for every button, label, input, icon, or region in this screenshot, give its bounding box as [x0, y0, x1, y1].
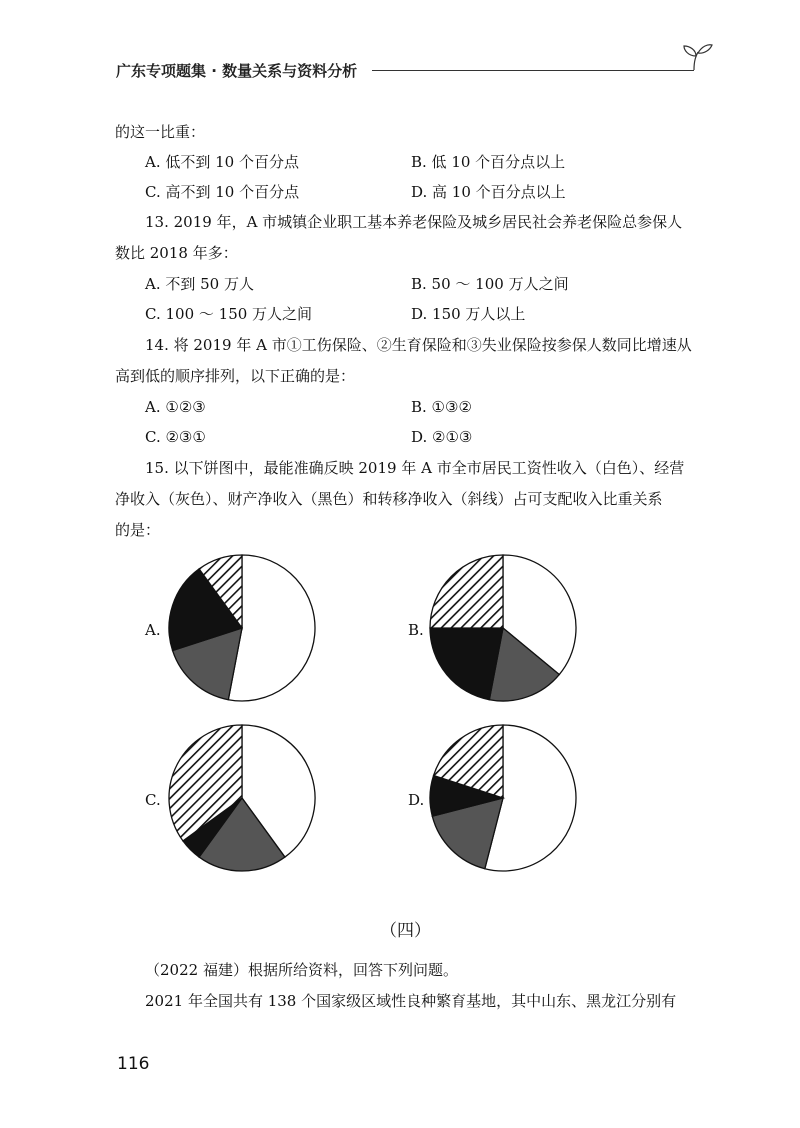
passage-line: 2021 年全国共有 138 个国家级区域性良种繁育基地，其中山东、黑龙江分别有 — [145, 992, 677, 1010]
q14-option-c: C. ②③① — [145, 428, 206, 446]
q13-option-d: D. 150 万人以上 — [411, 305, 526, 323]
section-title: （四） — [380, 921, 431, 941]
sprout-icon — [678, 38, 718, 78]
q14-stem-line2: 高到低的顺序排列，以下正确的是： — [115, 367, 356, 385]
header-rule — [372, 70, 694, 71]
q14-option-d: D. ②①③ — [411, 428, 473, 446]
pie-chart-a — [166, 552, 318, 704]
q13-option-c: C. 100 ～ 150 万人之间 — [145, 305, 313, 323]
q13-option-b: B. 50 ～ 100 万人之间 — [411, 275, 569, 293]
pie-chart-d — [427, 722, 579, 874]
intro-line: （2022 福建）根据所给资料，回答下列问题。 — [145, 961, 458, 979]
pie-chart-b — [427, 552, 579, 704]
running-header-title: 广东专项题集 · 数量关系与资料分析 — [116, 62, 358, 80]
q15-stem-line3: 的是： — [115, 521, 161, 539]
q12-option-c: C. 高不到 10 个百分点 — [145, 183, 300, 201]
text-line: 的这一比重： — [115, 123, 206, 141]
q12-option-b: B. 低 10 个百分点以上 — [411, 153, 566, 171]
pie-b-label: B. — [408, 621, 424, 639]
q15-stem-line1: 15. 以下饼图中，最能准确反映 2019 年 A 市全市居民工资性收入（白色）、经营 — [145, 459, 685, 477]
slice-hatched — [430, 555, 503, 628]
q13-option-a: A. 不到 50 万人 — [145, 275, 254, 293]
q13-stem-line2: 数比 2018 年多： — [115, 244, 238, 262]
q14-option-a: A. ①②③ — [145, 398, 206, 416]
q13-stem-line1: 13. 2019 年，A 市城镇企业职工基本养老保险及城乡居民社会养老保险总参保人 — [145, 213, 683, 231]
q15-stem-line2: 净收入（灰色）、财产净收入（黑色）和转移净收入（斜线）占可支配收入比重关系 — [115, 490, 663, 508]
pie-d-label: D. — [408, 791, 425, 809]
q12-option-d: D. 高 10 个百分点以上 — [411, 183, 566, 201]
pie-chart-c — [166, 722, 318, 874]
pie-c-label: C. — [145, 791, 161, 809]
pie-a-label: A. — [145, 621, 161, 639]
q14-stem-line1: 14. 将 2019 年 A 市①工伤保险、②生育保险和③失业保险按参保人数同比增速从 — [145, 336, 692, 354]
page-number: 116 — [117, 1054, 150, 1074]
q12-option-a: A. 低不到 10 个百分点 — [145, 153, 299, 171]
q14-option-b: B. ①③② — [411, 398, 472, 416]
